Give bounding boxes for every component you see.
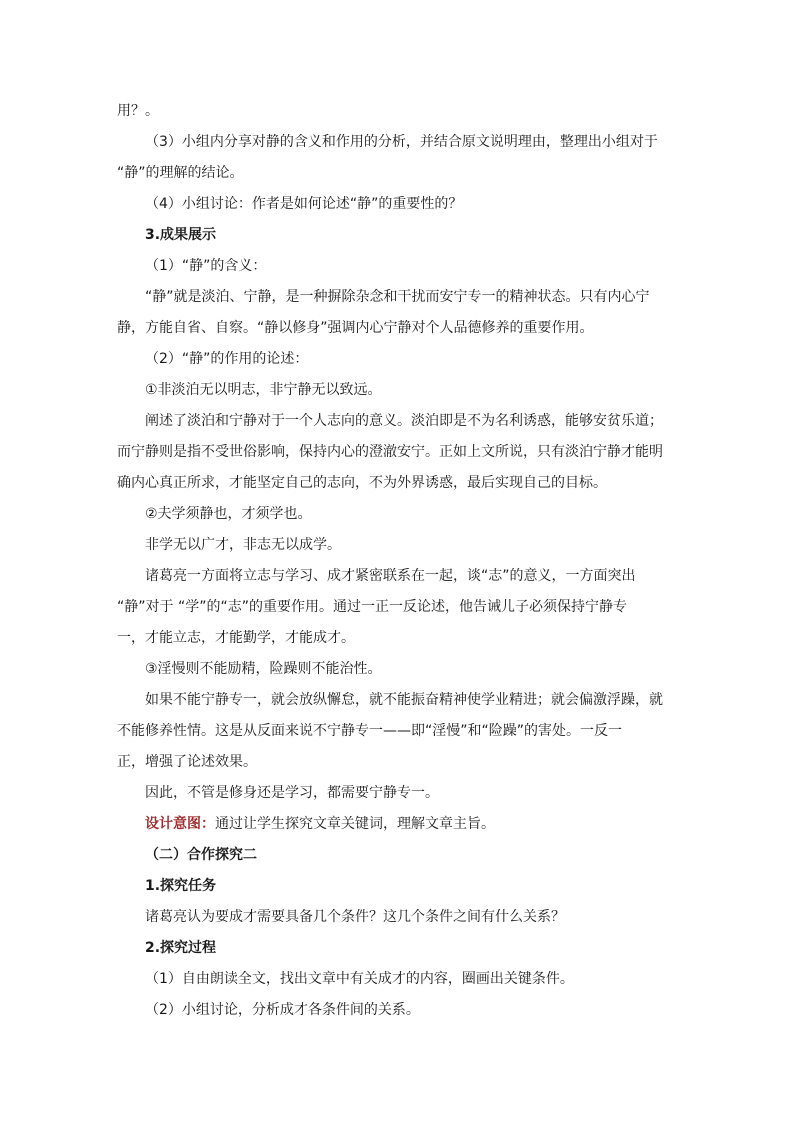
paragraph: 静，方能自省、自察。“静以修身”强调内心宁静对个人品德修养的重要作用。 <box>117 320 594 336</box>
design-intent-text: 通过让学生探究文章关键词，理解文章主旨。 <box>215 816 495 832</box>
document-body <box>117 96 677 1026</box>
design-intent-label: 设计意图： <box>145 816 215 832</box>
paragraph: ③淫慢则不能励精，险躁则不能治性。 <box>145 661 382 677</box>
paragraph: 而宁静则是指不受世俗影响，保持内心的澄澈安宁。正如上文所说，只有淡泊宁静才能明 <box>117 444 663 460</box>
paragraph: （3）小组内分享对静的含义和作用的分析，并结合原文说明理由，整理出小组对于 <box>145 134 658 150</box>
paragraph: 阐述了淡泊和宁静对于一个人志向的意义。淡泊即是不为名利诱惑，能够安贫乐道； <box>145 413 663 429</box>
section2-heading: （二）合作探究二 <box>145 847 257 863</box>
paragraph: 非学无以广才，非志无以成学。 <box>145 537 341 553</box>
process-item: （1）自由朗读全文，找出文章中有关成才的内容，圈画出关键条件。 <box>145 971 574 987</box>
paragraph: 因此，不管是修身还是学习，都需要宁静专一。 <box>145 785 439 801</box>
paragraph: 确内心真正所求，才能坚定自己的志向，不为外界诱惑，最后实现自己的目标。 <box>117 475 607 491</box>
task-text: 诸葛亮认为要成才需要具备几个条件？这几个条件之间有什么关系？ <box>145 909 565 925</box>
paragraph: （1）“静”的含义： <box>145 258 267 274</box>
paragraph: （4）小组讨论：作者是如何论述“静”的重要性的？ <box>145 196 463 212</box>
paragraph: ②夫学须静也，才须学也。 <box>145 506 312 522</box>
paragraph: 如果不能宁静专一，就会放纵懈怠，就不能振奋精神使学业精进；就会偏激浮躁，就 <box>145 692 663 708</box>
paragraph: 不能修养性情。这是从反面来说不宁静专一——即“淫慢”和“险躁”的害处。一反一 <box>117 723 623 739</box>
section-heading: 3.成果展示 <box>145 227 217 243</box>
paragraph: 一，才能立志，才能勤学，才能成才。 <box>117 630 355 646</box>
paragraph: （2）“静”的作用的论述： <box>145 351 309 367</box>
paragraph: “静”对于 “学”的“志”的重要作用。通过一正一反论述，他告诫儿子必须保持宁静专 <box>117 599 627 615</box>
task-heading: 1.探究任务 <box>145 878 217 894</box>
paragraph: 诸葛亮一方面将立志与学习、成才紧密联系在一起，谈“志”的意义，一方面突出 <box>145 568 636 584</box>
paragraph: “静”就是淡泊、宁静，是一种摒除杂念和干扰而安宁专一的精神状态。只有内心宁 <box>145 289 650 305</box>
paragraph: 正，增强了论述效果。 <box>117 754 257 770</box>
paragraph: ①非淡泊无以明志，非宁静无以致远。 <box>145 382 382 398</box>
paragraph: “静”的理解的结论。 <box>117 165 244 181</box>
process-heading: 2.探究过程 <box>145 940 217 956</box>
paragraph: 用？。 <box>117 103 159 119</box>
design-intent <box>117 809 677 840</box>
process-item: （2）小组讨论，分析成才各条件间的关系。 <box>145 1002 420 1018</box>
